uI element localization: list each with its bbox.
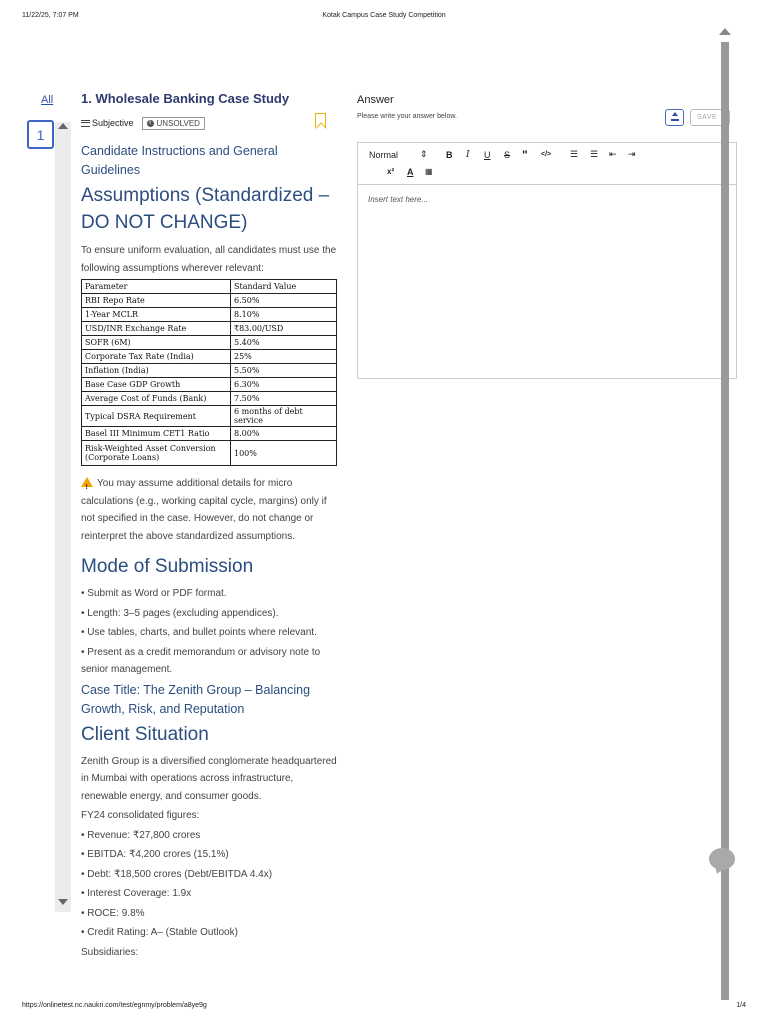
instructions-heading: Candidate Instructions and General Guidelines bbox=[81, 144, 278, 177]
list-icon bbox=[81, 120, 90, 127]
bold-button[interactable]: B bbox=[446, 150, 453, 160]
table-row bbox=[82, 308, 337, 322]
table-row bbox=[82, 364, 337, 378]
client-heading: Client Situation bbox=[81, 723, 209, 745]
outdent-button[interactable]: ⇤ bbox=[609, 149, 617, 159]
italic-button[interactable]: I bbox=[466, 150, 470, 160]
bookmark-icon[interactable] bbox=[315, 113, 326, 127]
table-row bbox=[82, 441, 337, 466]
superscript-button[interactable]: x² bbox=[387, 167, 395, 176]
strike-button[interactable]: S bbox=[504, 150, 511, 160]
submission-list bbox=[81, 585, 337, 679]
parameter-cell: Corporate Tax Rate (India) bbox=[82, 350, 231, 364]
underline-button[interactable]: U bbox=[484, 150, 491, 160]
parameter-cell: Inflation (India) bbox=[82, 364, 231, 378]
parameter-cell: USD/INR Exchange Rate bbox=[82, 322, 231, 336]
bullet-list-button[interactable]: ☰ bbox=[590, 149, 599, 159]
answer-hint: Please write your answer below. bbox=[357, 113, 457, 120]
parameter-cell: 1-Year MCLR bbox=[82, 308, 231, 322]
status-badge bbox=[142, 117, 205, 130]
submission-item: • Present as a credit memorandum or advisory note to senior management. bbox=[81, 646, 321, 675]
figures-list bbox=[81, 827, 337, 942]
format-select-arrows-icon: ⇕ bbox=[420, 149, 428, 159]
assumption-note bbox=[81, 475, 337, 545]
value-cell: 5.50% bbox=[231, 364, 337, 378]
format-select[interactable]: Normal bbox=[369, 150, 399, 160]
value-cell: 25% bbox=[231, 350, 337, 364]
upload-icon bbox=[671, 114, 679, 121]
table-row bbox=[82, 406, 337, 427]
chat-icon[interactable] bbox=[709, 848, 735, 870]
parameter-cell: Base Case GDP Growth bbox=[82, 378, 231, 392]
case-title: Case Title: The Zenith Group – Balancing Growth, Risk, and Reputation bbox=[81, 682, 311, 716]
warning-icon bbox=[81, 477, 93, 487]
print-date: 11/22/25, 7:07 PM bbox=[22, 12, 79, 19]
indent-button[interactable]: ⇥ bbox=[628, 149, 636, 159]
table-row bbox=[82, 322, 337, 336]
value-cell: 6 months of debt service bbox=[231, 406, 337, 427]
figure-item: • Interest Coverage: 1.9x bbox=[81, 888, 192, 899]
nav-up-arrow-icon[interactable] bbox=[58, 123, 68, 129]
value-cell: 6.50% bbox=[231, 294, 337, 308]
value-cell: 100% bbox=[231, 441, 337, 466]
table-row bbox=[82, 427, 337, 441]
print-url: https://onlinetest.nc.naukri.com/test/egnmy/problem/a8ye9g bbox=[22, 1002, 207, 1009]
value-cell: 5.40% bbox=[231, 336, 337, 350]
ordered-list-button[interactable]: ☰ bbox=[570, 149, 579, 159]
scroll-up-arrow-icon[interactable] bbox=[719, 28, 731, 35]
parameter-cell: Parameter bbox=[82, 280, 231, 294]
print-header bbox=[0, 12, 768, 24]
status-text: UNSOLVED bbox=[156, 118, 200, 128]
nav-down-arrow-icon[interactable] bbox=[58, 899, 68, 905]
question-panel bbox=[81, 90, 337, 961]
figures-label: FY24 consolidated figures: bbox=[81, 810, 200, 821]
answer-label: Answer bbox=[357, 94, 394, 106]
submission-item: • Length: 3–5 pages (excluding appendices). bbox=[81, 607, 279, 619]
submission-item: • Submit as Word or PDF format. bbox=[81, 588, 227, 599]
print-title: Kotak Campus Case Study Competition bbox=[322, 12, 446, 19]
client-intro: Zenith Group is a diversified conglomerate headquartered in Mumbai with operations across infrastructure, renewable energy, and consumer goods. bbox=[81, 755, 337, 802]
value-cell: 8.00% bbox=[231, 427, 337, 441]
print-page-number: 1/4 bbox=[736, 1002, 746, 1009]
figure-item: • ROCE: 9.8% bbox=[81, 907, 145, 919]
answer-editor[interactable] bbox=[357, 142, 737, 379]
parameter-cell: SOFR (6M) bbox=[82, 336, 231, 350]
question-title: 1. Wholesale Banking Case Study bbox=[81, 91, 290, 106]
clear-format-icon[interactable]: ▦ bbox=[425, 167, 433, 176]
save-button[interactable]: SAVE bbox=[690, 109, 730, 126]
assumptions-intro: To ensure uniform evaluation, all candidates must use the following assumptions wherever relevant: bbox=[81, 245, 337, 274]
parameter-cell: Average Cost of Funds (Bank) bbox=[82, 392, 231, 406]
subsidiaries-label: Subsidiaries: bbox=[81, 946, 139, 958]
upload-button[interactable] bbox=[665, 109, 684, 126]
text-color-button[interactable]: A bbox=[407, 167, 414, 177]
question-number-button[interactable]: 1 bbox=[27, 120, 54, 149]
question-nav-track bbox=[55, 122, 71, 912]
parameter-cell: RBI Repo Rate bbox=[82, 294, 231, 308]
figure-item: • Debt: ₹18,500 crores (Debt/EBITDA 4.4x) bbox=[81, 868, 273, 880]
assumptions-table bbox=[81, 279, 337, 466]
submission-item: • Use tables, charts, and bullet points where relevant. bbox=[81, 627, 317, 638]
parameter-cell: Basel III Minimum CET1 Ratio bbox=[82, 427, 231, 441]
table-row bbox=[82, 294, 337, 308]
figure-item: • Revenue: ₹27,800 crores bbox=[81, 829, 201, 841]
value-cell: 8.10% bbox=[231, 308, 337, 322]
assumptions-heading: Assumptions (Standardized – DO NOT CHANGE) bbox=[81, 185, 330, 233]
assumption-note-text: You may assume additional details for micro calculations (e.g., working capital cycle, margins) only if not specified in the case. However, do not change or reinterpret the above standardized assumptions. bbox=[81, 478, 327, 542]
table-row bbox=[82, 350, 337, 364]
parameter-cell: Typical DSRA Requirement bbox=[82, 406, 231, 427]
info-icon: i bbox=[147, 120, 154, 127]
code-button[interactable]: </> bbox=[541, 151, 552, 158]
value-cell: 6.30% bbox=[231, 378, 337, 392]
parameter-cell: Risk-Weighted Asset Conversion (Corporate Loans) bbox=[82, 441, 231, 466]
question-type: Subjective bbox=[92, 118, 134, 128]
submission-heading: Mode of Submission bbox=[81, 556, 254, 577]
table-row bbox=[82, 336, 337, 350]
figure-item: • EBITDA: ₹4,200 crores (15.1%) bbox=[81, 849, 229, 860]
value-cell: 7.50% bbox=[231, 392, 337, 406]
value-cell: ₹83.00/USD bbox=[231, 322, 337, 336]
question-meta bbox=[81, 111, 337, 135]
all-questions-link[interactable]: All bbox=[41, 94, 54, 106]
editor-placeholder[interactable]: Insert text here... bbox=[368, 195, 429, 204]
figure-item: • Credit Rating: A– (Stable Outlook) bbox=[81, 927, 238, 938]
table-header-row bbox=[82, 280, 337, 294]
value-cell: Standard Value bbox=[231, 280, 337, 294]
table-row bbox=[82, 378, 337, 392]
blockquote-button[interactable]: " bbox=[522, 148, 528, 162]
editor-toolbar bbox=[358, 143, 736, 185]
table-row bbox=[82, 392, 337, 406]
